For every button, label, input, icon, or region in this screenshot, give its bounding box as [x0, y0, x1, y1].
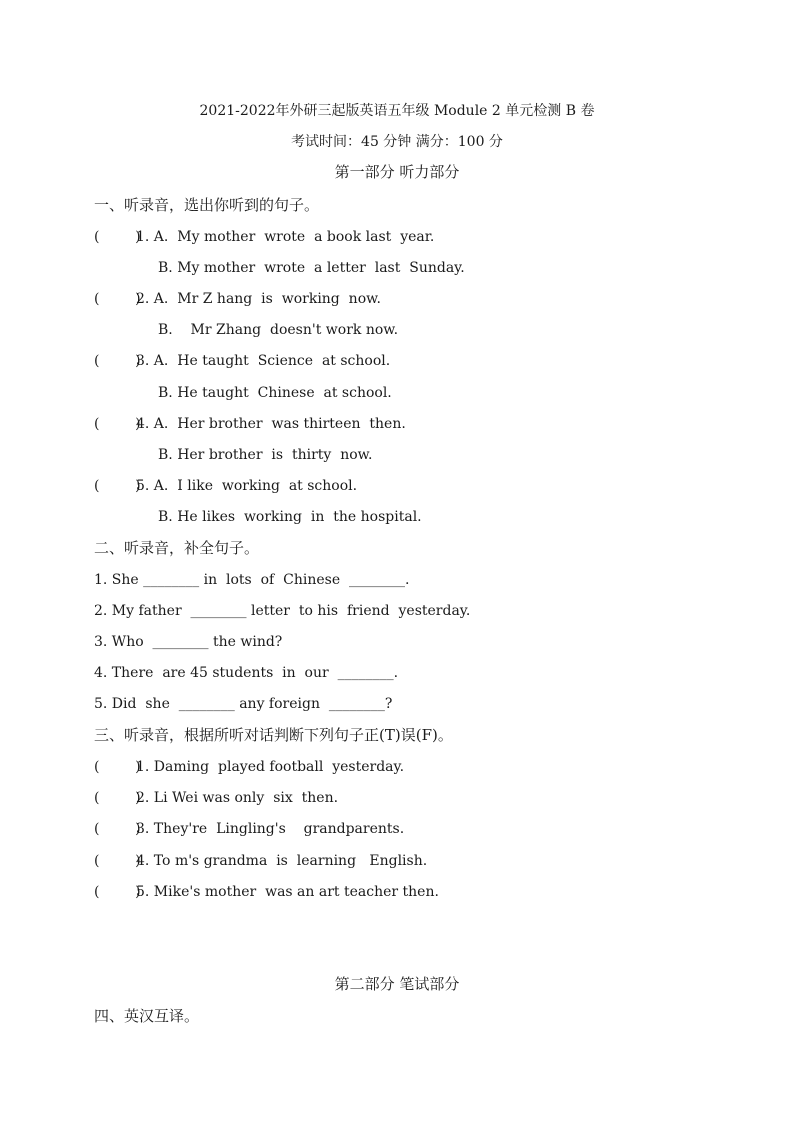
- s2-q1: 1. She ________ in lots of Chinese ________.: [94, 572, 410, 588]
- s1-q2-b: B. Mr Zhang doesn't work now.: [158, 322, 399, 338]
- answer-paren: ( ): [94, 790, 141, 806]
- s3-q5: ( )5. Mike's mother was an art teacher then.: [94, 884, 439, 900]
- s1-q3-a: ( )3. A. He taught Science at school.: [94, 353, 391, 369]
- s1-q3-b: B. He taught Chinese at school.: [158, 385, 392, 401]
- answer-paren: ( ): [94, 416, 141, 432]
- section1-heading: 一、听录音，选出你听到的句子。: [94, 196, 320, 214]
- section2-heading: 二、听录音，补全句子。: [94, 539, 260, 557]
- s3-q3: ( )3. They're Lingling's grandparents.: [94, 821, 405, 837]
- section3-heading: 三、听录音，根据所听对话判断下列句子正(T)误(F)。: [94, 726, 453, 744]
- s2-q4: 4. There are 45 students in our ________.: [94, 665, 399, 681]
- s3-q4: ( )4. To m's grandma is learning English.: [94, 853, 428, 869]
- answer-paren: ( ): [94, 759, 141, 775]
- s2-q5: 5. Did she ________ any foreign ________?: [94, 696, 393, 712]
- s2-q2: 2. My father ________ letter to his friend yesterday.: [94, 603, 471, 619]
- answer-paren: ( ): [94, 229, 141, 245]
- s3-q1: ( )1. Daming played football yesterday.: [94, 759, 405, 775]
- answer-paren: ( ): [94, 853, 141, 869]
- answer-paren: ( ): [94, 478, 141, 494]
- exam-time-info: 考试时间：45 分钟 满分：100 分: [291, 134, 503, 150]
- s1-q5-a: ( )5. A. I like working at school.: [94, 478, 358, 494]
- section4-heading: 四、英汉互译。: [94, 1007, 200, 1025]
- s1-q4-b: B. Her brother is thirty now.: [158, 447, 373, 463]
- s2-q3: 3. Who ________ the wind?: [94, 634, 283, 650]
- s1-q1-a: ( )1. A. My mother wrote a book last year.: [94, 229, 435, 245]
- s1-q5-b: B. He likes working in the hospital.: [158, 509, 422, 525]
- answer-paren: ( ): [94, 884, 141, 900]
- s3-q2: ( )2. Li Wei was only six then.: [94, 790, 339, 806]
- part2-title: 第二部分 笔试部分: [334, 975, 460, 993]
- exam-title: 2021-2022年外研三起版英语五年级 Module 2 单元检测 B 卷: [199, 103, 595, 119]
- part1-title: 第一部分 听力部分: [334, 163, 460, 181]
- s1-q1-b: B. My mother wrote a letter last Sunday.: [158, 260, 465, 276]
- s1-q2-a: ( )2. A. Mr Z hang is working now.: [94, 291, 381, 307]
- answer-paren: ( ): [94, 821, 141, 837]
- answer-paren: ( ): [94, 291, 141, 307]
- s1-q4-a: ( )4. A. Her brother was thirteen then.: [94, 416, 406, 432]
- answer-paren: ( ): [94, 353, 141, 369]
